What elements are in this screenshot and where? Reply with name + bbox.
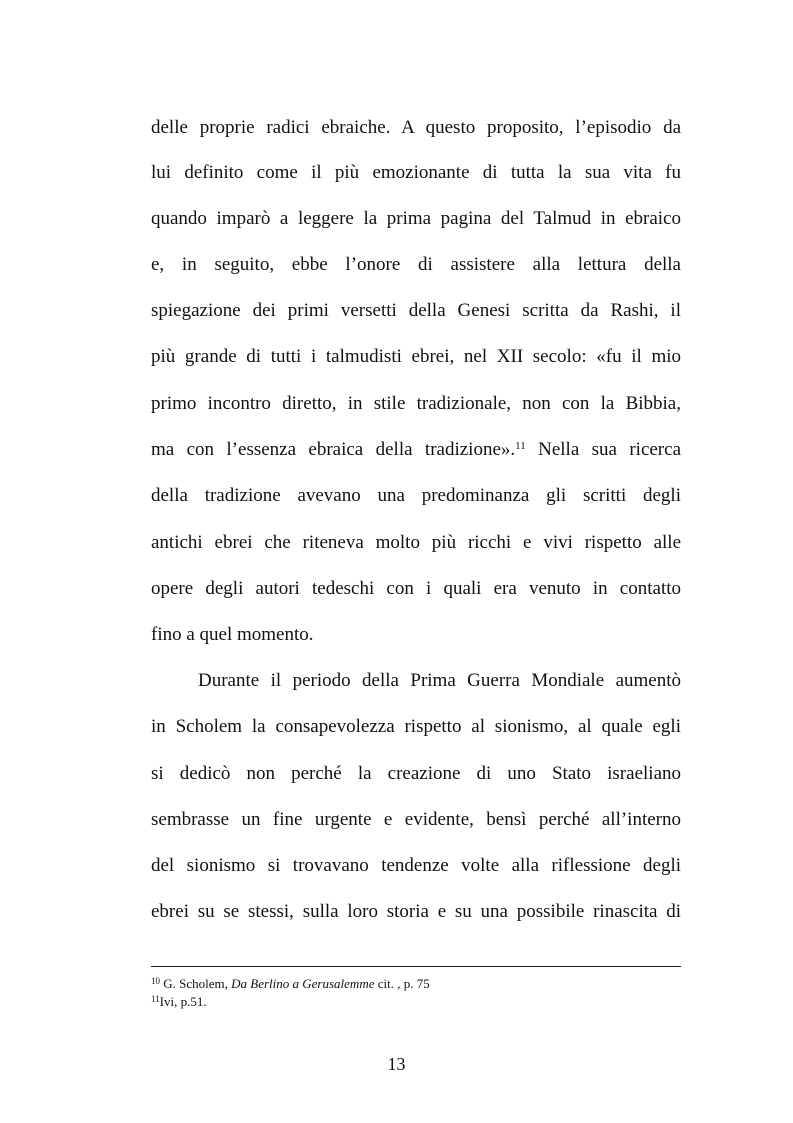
footnote-10 bbox=[151, 976, 430, 992]
body-line: fino a quel momento. bbox=[151, 624, 314, 645]
body-line-with-footnote-ref bbox=[151, 437, 681, 463]
footnote-11 bbox=[151, 994, 207, 1010]
body-line: Durante il periodo della Prima Guerra Mondiale aumentò bbox=[198, 670, 681, 691]
footnote-author: G. Scholem, bbox=[160, 976, 232, 991]
body-text: Nella sua ricerca bbox=[525, 439, 682, 460]
footnote-number: 10 bbox=[151, 976, 160, 986]
footnote-separator bbox=[151, 966, 681, 967]
body-line: si dedicò non perché la creazione di uno Stato israeliano bbox=[151, 763, 681, 784]
footnote-ref-11: 11 bbox=[515, 440, 526, 452]
body-line: della tradizione avevano una predominanza gli scritti degli bbox=[151, 485, 681, 506]
page-number: 13 bbox=[387, 1054, 406, 1074]
body-line: in Scholem la consapevolezza rispetto al sionismo, al quale egli bbox=[151, 716, 681, 737]
body-line: spiegazione dei primi versetti della Genesi scritta da Rashi, il bbox=[151, 300, 681, 321]
footnote-text: Ivi, p.51. bbox=[159, 994, 207, 1009]
body-line: più grande di tutti i talmudisti ebrei, nel XII secolo: «fu il mio bbox=[151, 346, 681, 367]
footnote-number: 11 bbox=[151, 994, 160, 1004]
body-line: delle proprie radici ebraiche. A questo proposito, l’episodio da bbox=[151, 117, 681, 138]
body-line: quando imparò a leggere la prima pagina del Talmud in ebraico bbox=[151, 208, 681, 229]
body-line: sembrasse un fine urgente e evidente, bensì perché all’interno bbox=[151, 809, 681, 830]
body-line: antichi ebrei che riteneva molto più ricchi e vivi rispetto alle bbox=[151, 532, 681, 553]
body-line: opere degli autori tedeschi con i quali era venuto in contatto bbox=[151, 578, 681, 599]
body-line: del sionismo si trovavano tendenze volte alla riflessione degli bbox=[151, 855, 681, 876]
footnote-title: Da Berlino a Gerusalemme bbox=[231, 976, 375, 991]
body-text: ma con l’essenza ebraica della tradizione». bbox=[151, 439, 516, 460]
body-line: e, in seguito, ebbe l’onore di assistere alla lettura della bbox=[151, 254, 681, 275]
footnote-citation: cit. , p. 75 bbox=[374, 976, 430, 991]
body-line: ebrei su se stessi, sulla loro storia e su una possibile rinascita di bbox=[151, 901, 681, 922]
body-line: lui definito come il più emozionante di tutta la sua vita fu bbox=[151, 162, 681, 183]
body-line: primo incontro diretto, in stile tradizionale, non con la Bibbia, bbox=[151, 393, 681, 414]
